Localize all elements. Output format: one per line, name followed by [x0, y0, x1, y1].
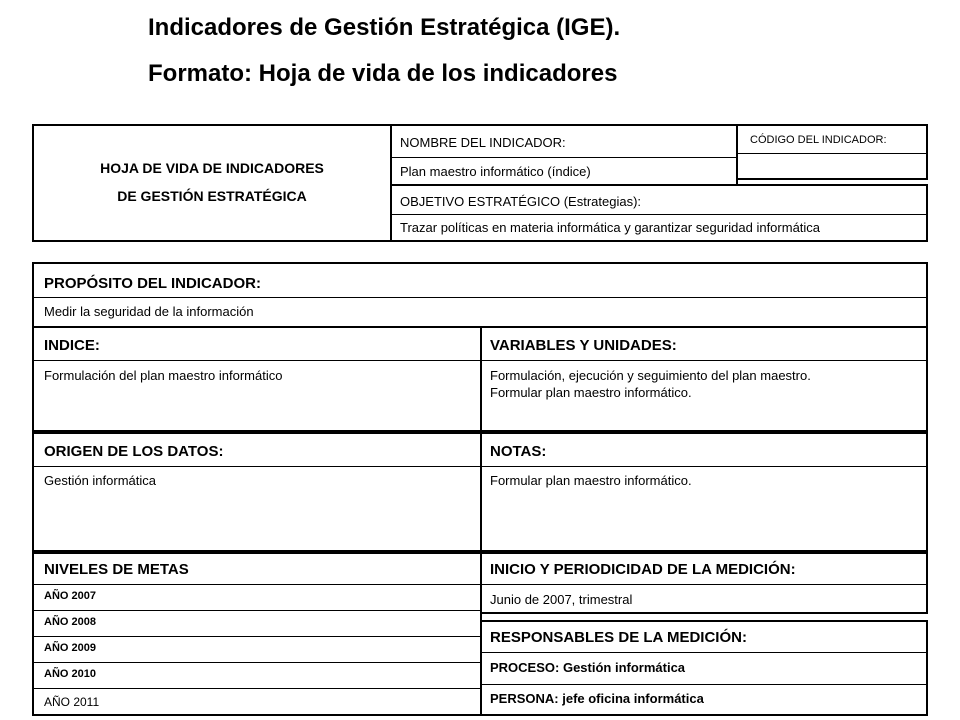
meta-year-2008: AÑO 2008: [44, 616, 96, 628]
codigo-divider: [738, 153, 926, 154]
indice-value: Formulación del plan maestro informático: [44, 368, 283, 383]
responsables-persona: PERSONA: jefe oficina informática: [490, 691, 704, 706]
responsables-divider-1: [482, 652, 926, 653]
responsables-divider-2: [482, 684, 926, 685]
variables-line2: Formular plan maestro informático.: [490, 385, 692, 400]
nombre-indicador-box: [390, 124, 738, 186]
origen-value: Gestión informática: [44, 473, 156, 488]
notas-value: Formular plan maestro informático.: [490, 473, 692, 488]
metas-divider-1: [34, 610, 480, 611]
objetivo-box: [390, 184, 928, 242]
meta-year-2007: AÑO 2007: [44, 590, 96, 602]
indice-label: INDICE:: [44, 337, 100, 354]
objetivo-value: Trazar políticas en materia informática y garantizar seguridad informática: [400, 220, 821, 235]
inicio-value: Junio de 2007, trimestral: [490, 592, 633, 607]
proposito-divider: [34, 297, 926, 298]
codigo-indicador-box: [736, 124, 928, 180]
responsables-label: RESPONSABLES DE LA MEDICIÓN:: [490, 629, 747, 646]
responsables-proceso: PROCESO: Gestión informática: [490, 660, 686, 675]
metas-divider-3: [34, 662, 480, 663]
responsables-box: [480, 620, 928, 716]
origen-label: ORIGEN DE LOS DATOS:: [44, 443, 224, 460]
meta-year-2010: AÑO 2010: [44, 668, 96, 680]
nombre-divider: [392, 157, 736, 158]
niveles-metas-label: NIVELES DE METAS: [44, 561, 189, 578]
metas-divider-4: [34, 688, 480, 689]
inicio-box: [480, 552, 928, 614]
hoja-vida-title-line2: DE GESTIÓN ESTRATÉGICA: [117, 188, 307, 204]
meta-year-2009: AÑO 2009: [44, 642, 96, 654]
origen-notas-separator: [480, 434, 482, 550]
proposito-value: Medir la seguridad de la información: [44, 304, 254, 319]
hoja-vida-title-box: [32, 124, 392, 242]
hoja-vida-title-line1: HOJA DE VIDA DE INDICADORES: [100, 160, 324, 176]
meta-year-2011: AÑO 2011: [44, 695, 100, 709]
indice-variables-box: [32, 326, 928, 432]
metas-divider-2: [34, 636, 480, 637]
variables-label: VARIABLES Y UNIDADES:: [490, 337, 677, 354]
inicio-label: INICIO Y PERIODICIDAD DE LA MEDICIÓN:: [490, 561, 796, 578]
proposito-box: [32, 262, 928, 328]
variables-line1: Formulación, ejecución y seguimiento del plan maestro.: [490, 368, 811, 383]
niveles-metas-box: [32, 552, 482, 716]
objetivo-divider: [392, 214, 926, 215]
proposito-label: PROPÓSITO DEL INDICADOR:: [44, 275, 261, 292]
objetivo-label: OBJETIVO ESTRATÉGICO (Estrategias):: [400, 194, 642, 209]
indice-variables-divider: [34, 360, 926, 361]
nombre-indicador-label: NOMBRE DEL INDICADOR:: [400, 135, 566, 150]
inicio-divider: [482, 584, 926, 585]
page-subtitle: Formato: Hoja de vida de los indicadores: [148, 60, 618, 87]
metas-divider-0: [34, 584, 480, 585]
origen-notas-box: [32, 432, 928, 552]
indice-variables-separator: [480, 328, 482, 430]
origen-notas-divider: [34, 466, 926, 467]
notas-label: NOTAS:: [490, 443, 547, 460]
page-title: Indicadores de Gestión Estratégica (IGE).: [148, 14, 621, 41]
codigo-indicador-label: CÓDIGO DEL INDICADOR:: [750, 134, 887, 146]
nombre-indicador-value: Plan maestro informático (índice): [400, 164, 591, 179]
